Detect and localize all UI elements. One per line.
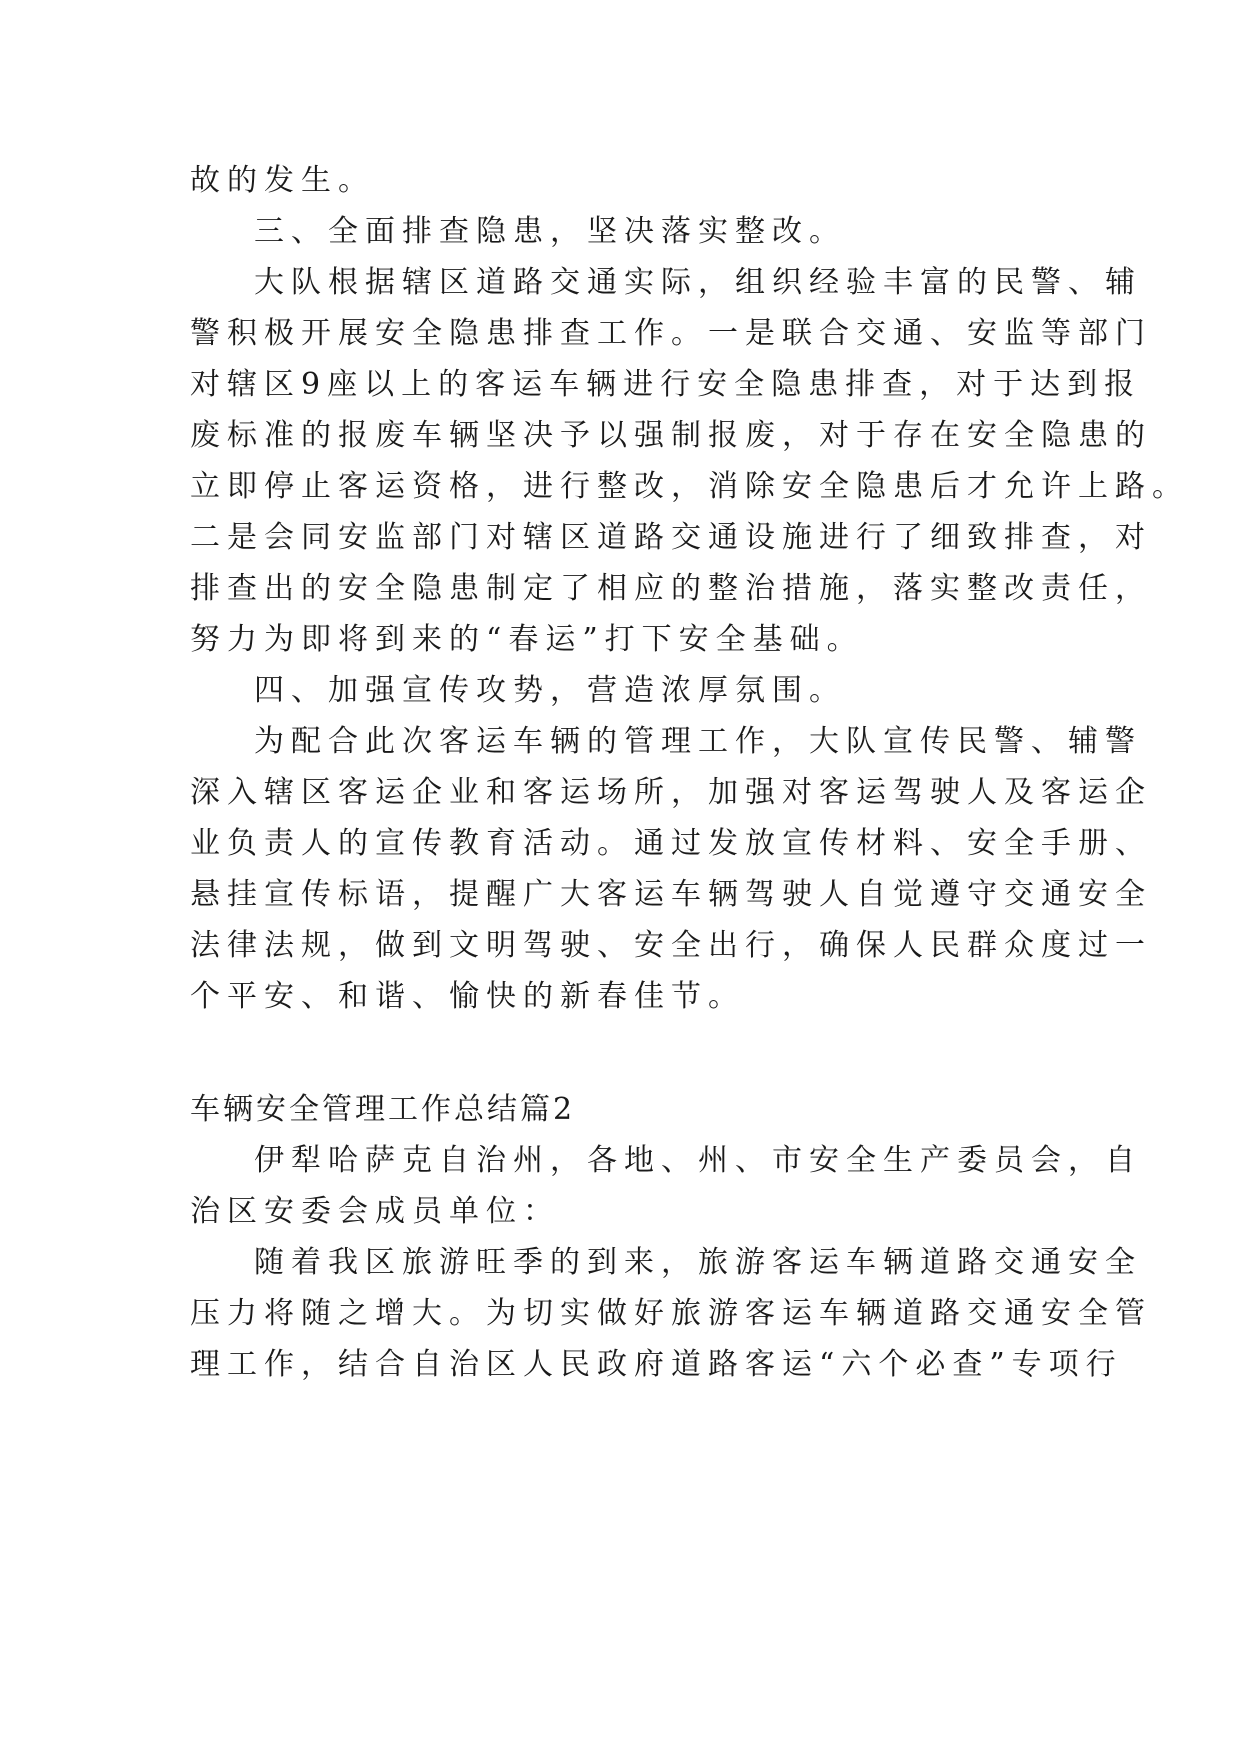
paragraph-first-line: 为配合此次客运车辆的管理工作，大队宣传民警、辅警 [254, 724, 1142, 759]
text-line: 个平安、和谐、愉快的新春佳节。 [190, 979, 745, 1014]
text-line: 警积极开展安全隐患排查工作。一是联合交通、安监等部门 [190, 316, 1152, 351]
numbered-heading: 四、加强宣传攻势，营造浓厚氛围。 [254, 673, 846, 708]
text-line: 立即停止客运资格，进行整改，消除安全隐患后才允许上路。 [190, 469, 1189, 504]
text-line: 悬挂宣传标语，提醒广大客运车辆驾驶人自觉遵守交通安全 [190, 877, 1152, 912]
text-line: 故的发生。 [190, 163, 375, 198]
text-line: 二是会同安监部门对辖区道路交通设施进行了细致排查，对 [190, 520, 1152, 555]
text-line: 理工作，结合自治区人民政府道路客运“六个必查”专项行 [190, 1347, 1123, 1382]
section-heading: 车辆安全管理工作总结篇2 [190, 1092, 576, 1127]
paragraph-first-line: 大队根据辖区道路交通实际，组织经验丰富的民警、辅 [254, 265, 1142, 300]
text-line: 法律法规，做到文明驾驶、安全出行，确保人民群众度过一 [190, 928, 1152, 963]
document-body [190, 155, 1189, 1390]
section-gap [190, 1022, 1070, 1084]
text-line: 努力为即将到来的“春运”打下安全基础。 [190, 622, 864, 657]
salutation-line: 治区安委会成员单位： [190, 1194, 560, 1229]
text-line: 压力将随之增大。为切实做好旅游客运车辆道路交通安全管 [190, 1296, 1152, 1331]
text-line: 排查出的安全隐患制定了相应的整治措施，落实整改责任， [190, 571, 1152, 606]
text-line: 废标准的报废车辆坚决予以强制报废，对于存在安全隐患的 [190, 418, 1152, 453]
paragraph-first-line: 随着我区旅游旺季的到来，旅游客运车辆道路交通安全 [254, 1245, 1142, 1280]
text-line: 业负责人的宣传教育活动。通过发放宣传材料、安全手册、 [190, 826, 1152, 861]
salutation-line: 伊犁哈萨克自治州，各地、州、市安全生产委员会，自 [254, 1143, 1142, 1178]
text-line: 对辖区9座以上的客运车辆进行安全隐患排查，对于达到报 [190, 367, 1142, 402]
numbered-heading: 三、全面排查隐患，坚决落实整改。 [254, 214, 846, 249]
text-line: 深入辖区客运企业和客运场所，加强对客运驾驶人及客运企 [190, 775, 1152, 810]
